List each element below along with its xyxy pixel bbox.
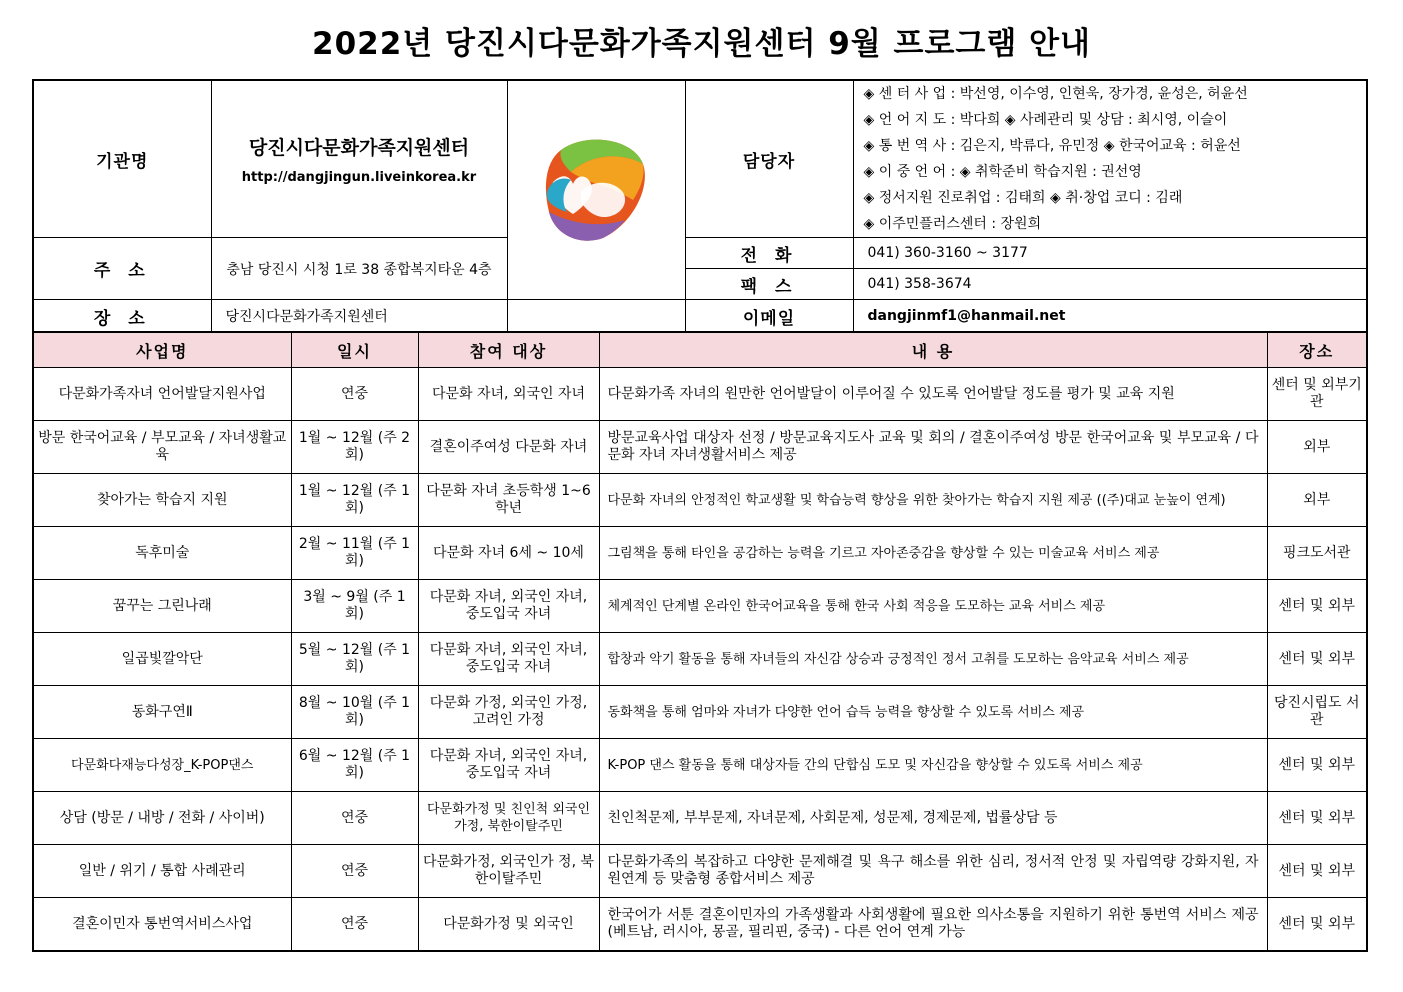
program-content: 한국어가 서툰 결혼이민자의 가족생활과 사회생활에 필요한 의사소통을 지원하기 위한 통번역 서비스 제공(베트남, 러시아, 몽골, 필리핀, 중국) - 다른 언어 연계 가능 [599, 898, 1267, 952]
header-target: 참여 대상 [418, 332, 599, 368]
table-row [33, 474, 1367, 527]
header-name: 사업명 [33, 332, 291, 368]
page-title: 2022년 당진시다문화가족지원센터 9월 프로그램 안내 [312, 26, 1091, 62]
contact-label: 담당자 [685, 80, 853, 238]
program-content: 다문화가족 자녀의 원만한 언어발달이 이루어질 수 있도록 언어발달 정도를 평가 및 교육 지원 [599, 368, 1267, 421]
program-place: 센터 및 외부 [1267, 898, 1367, 952]
program-date: 연중 [291, 792, 418, 845]
program-place: 외부 [1267, 421, 1367, 474]
center-logo-icon [541, 132, 651, 244]
table-row [33, 739, 1367, 792]
staff-line: ◈ 정서지원 진로취업 : 김태희 ◈ 취·창업 코디 : 김래 [863, 190, 1183, 206]
staff-line: ◈ 이주민플러스센터 : 장원희 [863, 216, 1042, 232]
info-table [32, 79, 1368, 335]
program-place: 핑크도서관 [1267, 527, 1367, 580]
table-row [33, 633, 1367, 686]
program-content: 동화책을 통해 엄마와 자녀가 다양한 언어 습득 능력을 향상할 수 있도록 서비스 제공 [599, 686, 1267, 739]
program-content: 방문교육사업 대상자 선정 / 방문교육지도사 교육 및 회의 / 결혼이주여성 방문 한국어교육 및 부모교육 / 다문화 자녀 자녀생활서비스 제공 [599, 421, 1267, 474]
program-target: 다문화 자녀, 외국인 자녀, 중도입국 자녀 [418, 580, 599, 633]
program-date: 연중 [291, 368, 418, 421]
program-place: 센터 및 외부 [1267, 580, 1367, 633]
program-date: 연중 [291, 898, 418, 952]
header-place: 장소 [1267, 332, 1367, 368]
program-date: 2월 ~ 11월 (주 1회) [291, 527, 418, 580]
program-content: 그림책을 통해 타인을 공감하는 능력을 기르고 자아존중감을 향상할 수 있는 미술교육 서비스 제공 [599, 527, 1267, 580]
table-row [33, 368, 1367, 421]
program-content: 합창과 악기 활동을 통해 자녀들의 자신감 상승과 긍정적인 정서 고취를 도모하는 음악교육 서비스 제공 [599, 633, 1267, 686]
program-content: 체계적인 단계별 온라인 한국어교육을 통해 한국 사회 적응을 도모하는 교육 서비스 제공 [599, 580, 1267, 633]
logo-empty-cell [507, 300, 685, 334]
address-value: 충남 당진시 시청 1로 38 종합복지타운 4층 [211, 238, 507, 300]
phone-value: 041) 360-3160 ~ 3177 [853, 238, 1367, 269]
program-target: 다문화가정 및 외국인 [418, 898, 599, 952]
program-name: 방문 한국어교육 / 부모교육 / 자녀생활교육 [33, 421, 291, 474]
address-label: 주 소 [33, 238, 211, 300]
program-target: 다문화 자녀 초등학생 1~6학년 [418, 474, 599, 527]
program-place: 센터 및 외부 [1267, 792, 1367, 845]
program-target: 결혼이주여성 다문화 자녀 [418, 421, 599, 474]
phone-label: 전 화 [685, 238, 853, 269]
org-name: 당진시다문화가족지원센터 [248, 137, 470, 159]
program-place: 외부 [1267, 474, 1367, 527]
program-name: 꿈꾸는 그린나래 [33, 580, 291, 633]
program-content: K-POP 댄스 활동을 통해 대상자들 간의 단합심 도모 및 자신감을 향상할 수 있도록 서비스 제공 [599, 739, 1267, 792]
program-target: 다문화 자녀, 외국인 자녀 [418, 368, 599, 421]
fax-value: 041) 358-3674 [853, 269, 1367, 300]
staff-line: ◈ 언 어 지 도 : 박다희 ◈ 사례관리 및 상담 : 최시영, 이슬이 [863, 112, 1228, 128]
program-date: 8월 ~ 10월 (주 1회) [291, 686, 418, 739]
table-row [33, 421, 1367, 474]
program-place: 당진시립도 서관 [1267, 686, 1367, 739]
logo-cell [507, 80, 685, 300]
program-name: 동화구연Ⅱ [33, 686, 291, 739]
table-row [33, 845, 1367, 898]
program-place: 센터 및 외부 [1267, 633, 1367, 686]
org-label: 기관명 [33, 80, 211, 238]
header-date: 일시 [291, 332, 418, 368]
staff-list [853, 80, 1367, 238]
program-target: 다문화 자녀, 외국인 자녀, 중도입국 자녀 [418, 739, 599, 792]
program-date: 1월 ~ 12월 (주 1회) [291, 474, 418, 527]
program-name: 다문화다재능다성장_K-POP댄스 [33, 739, 291, 792]
table-row [33, 527, 1367, 580]
program-target: 다문화 자녀, 외국인 자녀, 중도입국 자녀 [418, 633, 599, 686]
program-target: 다문화가정 및 친인척 외국인가정, 북한이탈주민 [418, 792, 599, 845]
staff-line: ◈ 이 중 언 어 : ◈ 취학준비 학습지원 : 권선영 [863, 164, 1142, 180]
table-row [33, 792, 1367, 845]
table-row [33, 686, 1367, 739]
fax-label: 팩 스 [685, 269, 853, 300]
program-name: 다문화가족자녀 언어발달지원사업 [33, 368, 291, 421]
program-target: 다문화가정, 외국인가 정, 북한이탈주민 [418, 845, 599, 898]
program-target: 다문화 자녀 6세 ~ 10세 [418, 527, 599, 580]
table-row [33, 580, 1367, 633]
program-name: 일반 / 위기 / 통합 사례관리 [33, 845, 291, 898]
email-label: 이메일 [685, 300, 853, 334]
org-cell [211, 80, 507, 238]
program-name: 독후미술 [33, 527, 291, 580]
header-content: 내 용 [599, 332, 1267, 368]
program-name: 찾아가는 학습지 지원 [33, 474, 291, 527]
program-date: 3월 ~ 9월 (주 1회) [291, 580, 418, 633]
program-place: 센터 및 외부기관 [1267, 368, 1367, 421]
program-date: 연중 [291, 845, 418, 898]
place-label: 장 소 [33, 300, 211, 334]
org-url[interactable]: http://dangjingun.liveinkorea.kr [241, 170, 477, 185]
program-place: 센터 및 외부 [1267, 845, 1367, 898]
table-row [33, 898, 1367, 952]
program-date: 1월 ~ 12월 (주 2회) [291, 421, 418, 474]
program-target: 다문화 가정, 외국인 가정, 고려인 가정 [418, 686, 599, 739]
program-table [32, 331, 1368, 952]
place-value: 당진시다문화가족지원센터 [211, 300, 507, 334]
program-name: 결혼이민자 통번역서비스사업 [33, 898, 291, 952]
staff-line: ◈ 통 번 역 사 : 김은지, 박류다, 유민정 ◈ 한국어교육 : 허윤선 [863, 138, 1241, 154]
program-content: 다문화가족의 복잡하고 다양한 문제해결 및 욕구 해소를 위한 심리, 정서적 안정 및 자립역량 강화지원, 자원연계 등 맞춤형 종합서비스 제공 [599, 845, 1267, 898]
program-date: 5월 ~ 12월 (주 1회) [291, 633, 418, 686]
email-value[interactable]: dangjinmf1@hanmail.net [853, 300, 1367, 334]
program-place: 센터 및 외부 [1267, 739, 1367, 792]
program-date: 6월 ~ 12월 (주 1회) [291, 739, 418, 792]
program-content: 친인척문제, 부부문제, 자녀문제, 사회문제, 성문제, 경제문제, 법률상담 등 [599, 792, 1267, 845]
program-content: 다문화 자녀의 안정적인 학교생활 및 학습능력 향상을 위한 찾아가는 학습지 지원 제공 ((주)대교 눈높이 연계) [599, 474, 1267, 527]
staff-line: ◈ 센 터 사 업 : 박선영, 이수영, 인현욱, 장가경, 윤성은, 허윤선 [863, 86, 1248, 102]
program-name: 일곱빛깔악단 [33, 633, 291, 686]
program-name: 상담 (방문 / 내방 / 전화 / 사이버) [33, 792, 291, 845]
